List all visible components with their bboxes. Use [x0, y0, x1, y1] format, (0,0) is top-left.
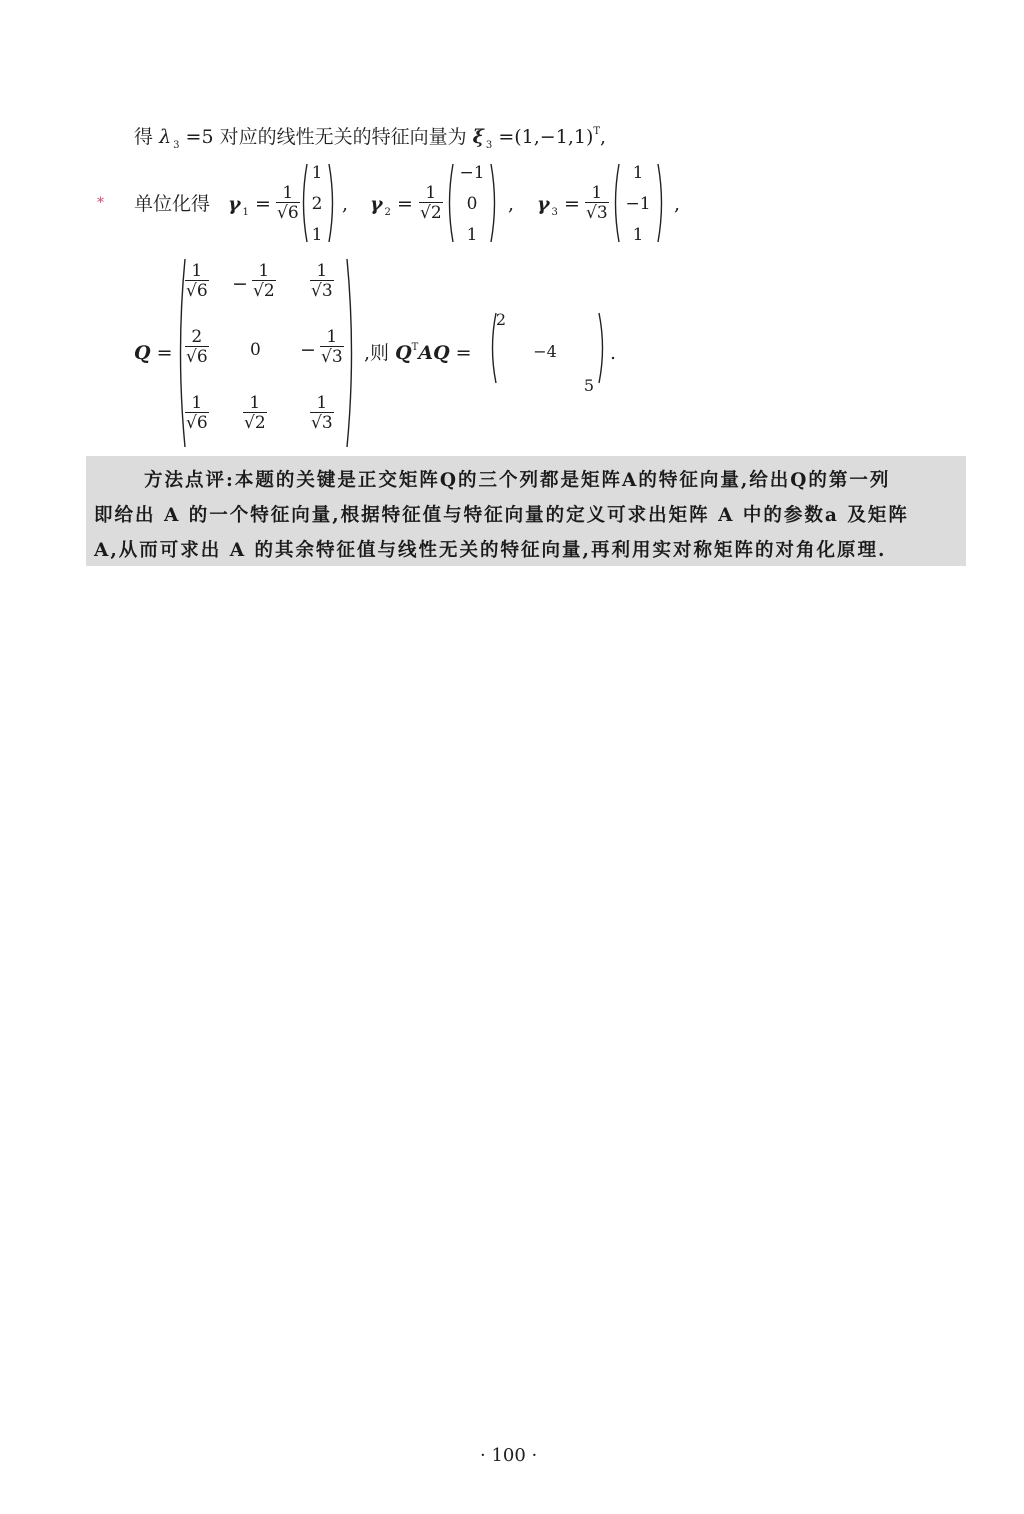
page-number: · 100 ·: [480, 1445, 538, 1466]
q-cell-2-2: 0: [250, 340, 261, 360]
sep-3: ,: [674, 193, 681, 215]
q-right-paren: [346, 258, 356, 448]
diag-period: .: [610, 342, 617, 364]
gamma2-v2: 0: [466, 194, 478, 214]
gamma3-v1: 1: [632, 163, 644, 183]
gamma2-v3: 1: [466, 225, 478, 245]
gamma3-coefficient: $\frac{1}{√3}$: [586, 183, 608, 223]
q-cell-1-1: $\frac{1}{√6}$: [186, 261, 208, 301]
gamma1-label: γ $_1$ =: [228, 193, 271, 218]
comment-line-1-text: 本题的关键是正交矩阵Q的三个列都是矩阵A的特征向量,给出Q的第一列: [234, 470, 891, 491]
comment-line-1: [94, 466, 890, 492]
eigenvector-line: 得 λ $_3$ =5 对应的线性无关的特征向量为 ξ $_3 =(1,-1,1)^T$,: [134, 126, 607, 151]
gamma2-label: γ $_2$ =: [370, 193, 413, 218]
q-cell-1-2-sign: −: [232, 273, 248, 295]
sep-2: ,: [508, 193, 515, 215]
gamma2-right-paren: [490, 163, 498, 243]
gamma1-right-paren: [328, 163, 336, 243]
diagonalization-label: ,则 $Q^TAQ$ =: [364, 342, 472, 364]
comment-line-2: 即给出 A 的一个特征向量,根据特征值与特征向量的定义可求出矩阵 A 中的参数a 及矩阵: [94, 505, 909, 526]
comment-line-3: A,从而可求出 A 的其余特征值与线性无关的特征向量,再利用实对称矩阵的对角化原理.: [94, 540, 887, 561]
q-cell-3-1: $\frac{1}{√6}$: [186, 393, 208, 433]
q-cell-1-3: $\frac{1}{√3}$: [311, 261, 333, 301]
diag-entry-1: 2: [495, 310, 507, 329]
q-cell-3-2: $\frac{1}{√2}$: [244, 393, 266, 433]
q-cell-2-1: $\frac{2}{√6}$: [186, 327, 208, 367]
q-cell-2-3: $\frac{1}{√3}$: [321, 327, 343, 367]
comment-title: 方法点评:: [144, 470, 235, 491]
diag-entry-2: −4: [533, 342, 557, 361]
q-cell-3-3: $\frac{1}{√3}$: [311, 393, 333, 433]
gamma2-coefficient: $\frac{1}{√2}$: [420, 183, 442, 223]
gamma2-v1: −1: [459, 163, 485, 183]
diag-entry-3: 5: [583, 376, 595, 395]
gamma3-right-paren: [657, 163, 665, 243]
gamma1-coefficient: $\frac{1}{√6}$: [277, 183, 299, 223]
margin-mark: *: [97, 195, 104, 211]
gamma3-v2: −1: [625, 194, 651, 214]
gamma3-v3: 1: [632, 225, 644, 245]
gamma1-v3: 1: [311, 225, 323, 245]
diag-right-paren: [598, 312, 606, 384]
normalize-prefix: 单位化得: [134, 193, 211, 215]
gamma3-label: γ $_3$ =: [537, 193, 580, 218]
q-cell-2-3-sign: −: [300, 339, 316, 361]
sep-1: ,: [342, 193, 349, 215]
gamma1-v1: 1: [311, 163, 323, 183]
q-label: Q =: [134, 342, 173, 364]
gamma1-v2: 2: [311, 194, 323, 214]
q-cell-1-2: $\frac{1}{√2}$: [253, 261, 275, 301]
